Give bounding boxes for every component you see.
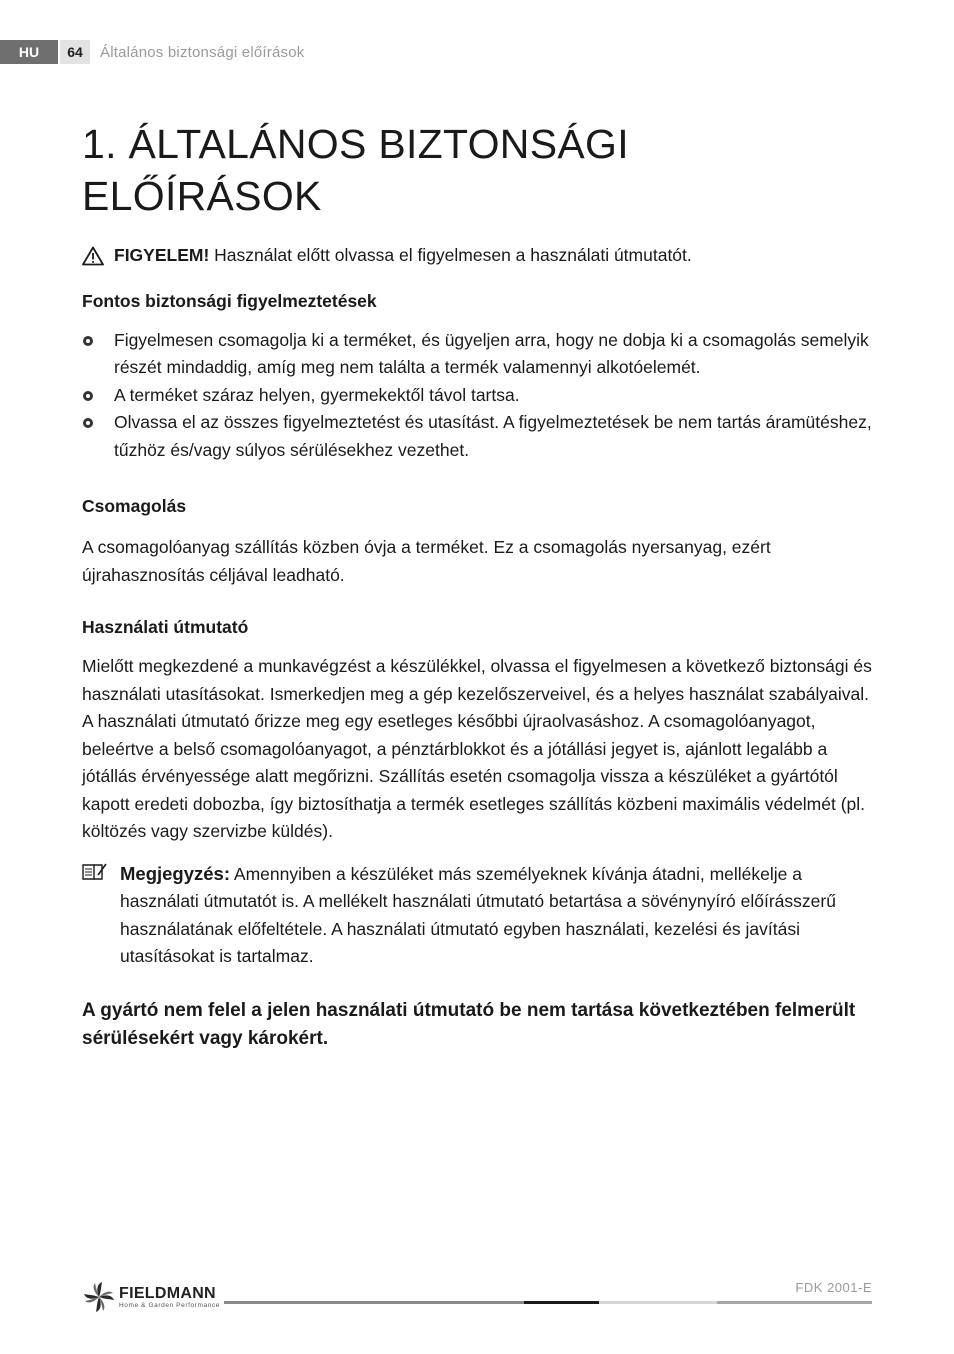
safety-item-text: Olvassa el az összes figyelmeztetést és utasítást. A figyelmeztetések be nem tartás áramütéshez, tűzhöz és/vagy súlyos sérülésekhez vezethet. xyxy=(114,412,872,460)
fan-logo-icon xyxy=(82,1280,116,1314)
footer-rule xyxy=(599,1301,717,1304)
note-body: Amennyiben a készüléket más személyeknek kívánja átadni, mellékelje a használati útmutatót is. A mellékelt használati útmutató betartása a sövénynyíró előírásszerű használatának előfeltétele. A használati útmutató egyben használati, kezelési és javítási utasításokat is tartalmaz. xyxy=(120,863,836,966)
manual-heading: Használati útmutató xyxy=(82,617,249,637)
list-item xyxy=(82,382,877,410)
page-content xyxy=(82,118,877,1072)
warning-text xyxy=(114,242,692,270)
safety-heading: Fontos biztonsági figyelmeztetések xyxy=(82,290,377,311)
language-badge: HU xyxy=(0,40,58,64)
page-number: 64 xyxy=(58,40,90,64)
warning-label: FIGYELEM! xyxy=(114,245,210,265)
warning-body: Használat előtt olvassa el figyelmesen a használati útmutatót. xyxy=(209,245,692,265)
warning-triangle-icon xyxy=(82,246,104,266)
note-book-icon xyxy=(82,862,108,882)
page-header xyxy=(0,40,304,64)
bullet-icon xyxy=(82,390,94,402)
safety-item-text: A terméket száraz helyen, gyermekektől távol tartsa. xyxy=(114,384,520,405)
brand-name: FIELDMANN xyxy=(119,1284,216,1302)
footer-rule xyxy=(717,1301,872,1304)
warning-line xyxy=(82,242,877,270)
note-block xyxy=(82,860,877,971)
brand-tagline: Home & Garden Performance xyxy=(119,1301,220,1309)
page-title: 1. ÁLTALÁNOS BIZTONSÁGI ELŐÍRÁSOK xyxy=(82,121,629,219)
disclaimer-text: A gyártó nem felel a jelen használati útmutató be nem tartása következtében felmerült sérülésekért vagy károkért. xyxy=(82,999,856,1049)
packaging-text: A csomagolóanyag szállítás közben óvja a terméket. Ez a csomagolás nyersanyag, ezért újrahasznosítás céljával leadható. xyxy=(82,537,771,585)
footer-rule xyxy=(224,1301,524,1304)
model-number: FDK 2001-E xyxy=(795,1280,872,1295)
page-footer xyxy=(82,1276,872,1316)
safety-list xyxy=(82,327,877,465)
bullet-icon xyxy=(82,417,94,429)
safety-item-text: Figyelmesen csomagolja ki a terméket, és ügyeljen arra, hogy ne dobja ki a csomagolás semelyik részét mindaddig, amíg meg nem találta a termék valamennyi alkotóelemét. xyxy=(114,329,869,377)
footer-rule xyxy=(524,1301,599,1304)
packaging-heading: Csomagolás xyxy=(82,496,187,516)
note-text xyxy=(120,860,877,971)
note-label: Megjegyzés: xyxy=(120,862,231,884)
list-item xyxy=(82,409,877,464)
bullet-icon xyxy=(82,335,94,347)
running-section-title: Általános biztonsági előírások xyxy=(100,43,305,61)
list-item xyxy=(82,327,877,382)
brand-logo xyxy=(82,1280,220,1314)
manual-text: Mielőtt megkezdené a munkavégzést a készülékkel, olvassa el figyelmesen a következő biztonsági és használati utasításokat. Ismerkedjen meg a gép kezelőszerveivel, és a helyes használat szabályaival. A használati útmutató őrizze meg egy esetleges későbbi újraolvasáshoz. A csomagolóanyagot, beleértve a belső csomagolóanyagot, a pénztárblokkot és a jótállási jegyet is, ajánlott legalább a jótállás érvényessége alatt megőrizni. Szállítás esetén csomagolja vissza a készüléket a gyártótól kapott eredeti dobozba, így biztosíthatja a termék esetleges szállítás közbeni maximális védelmét (pl. költözés vagy szervizbe küldés). xyxy=(82,656,872,841)
